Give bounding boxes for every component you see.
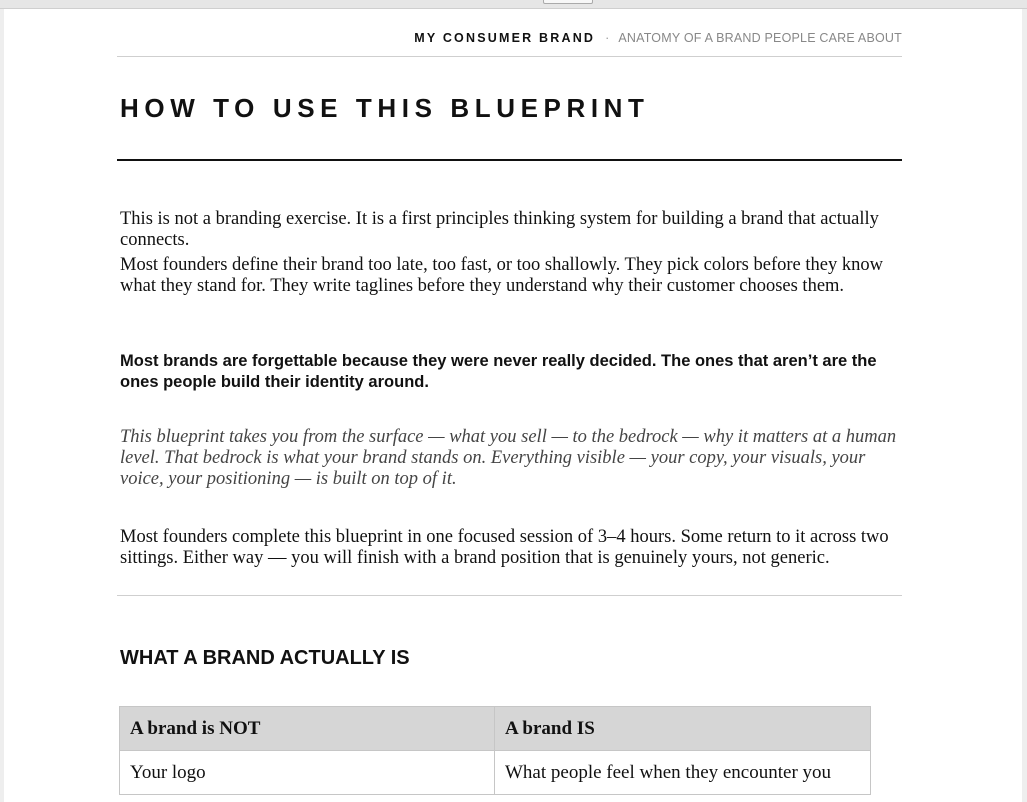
brand-name: MY CONSUMER BRAND [414,31,596,45]
scroll-handle[interactable] [543,0,593,4]
founders-paragraph: Most founders define their brand too late, too fast, or too shallowly. They pick colors before they know what they stand for. They write taglines before they understand why their customer chooses them. [120,255,883,296]
table-cell: Your logo [120,751,495,795]
blueprint-description: This blueprint takes you from the surface — what you sell — to the bedrock — why it matters at a human level. That bedrock is what your brand stands on. Everything visible — your copy, your visuals, your voice, your positioning — is built on top of it. [120,427,897,489]
column-header-not: A brand is NOT [120,707,495,751]
header-subtitle: ANATOMY OF A BRAND PEOPLE CARE ABOUT [618,31,902,45]
brand-comparison-table [119,706,871,795]
table-row [120,751,871,795]
title-divider [117,159,902,161]
intro-paragraph: This is not a branding exercise. It is a first principles thinking system for building a brand that actually connects. [120,209,879,250]
section-heading: WHAT A BRAND ACTUALLY IS [120,647,410,669]
section-divider [117,595,902,596]
window-top-bar [0,0,1027,9]
page-title: HOW TO USE THIS BLUEPRINT [120,93,650,123]
time-estimate-paragraph: Most founders complete this blueprint in one focused session of 3–4 hours. Some return to it across two sittings. Either way — you will finish with a brand position that is genuinely yours, not generic. [120,527,889,568]
table-cell: What people feel when they encounter you [495,751,871,795]
key-statement: Most brands are forgettable because they were never really decided. The ones that aren’t are the ones people build their identity around. [120,352,877,391]
column-header-is: A brand IS [495,707,871,751]
header-divider [117,56,902,57]
table-header-row [120,707,871,751]
header-separator: · [605,31,610,45]
running-header [117,29,902,47]
